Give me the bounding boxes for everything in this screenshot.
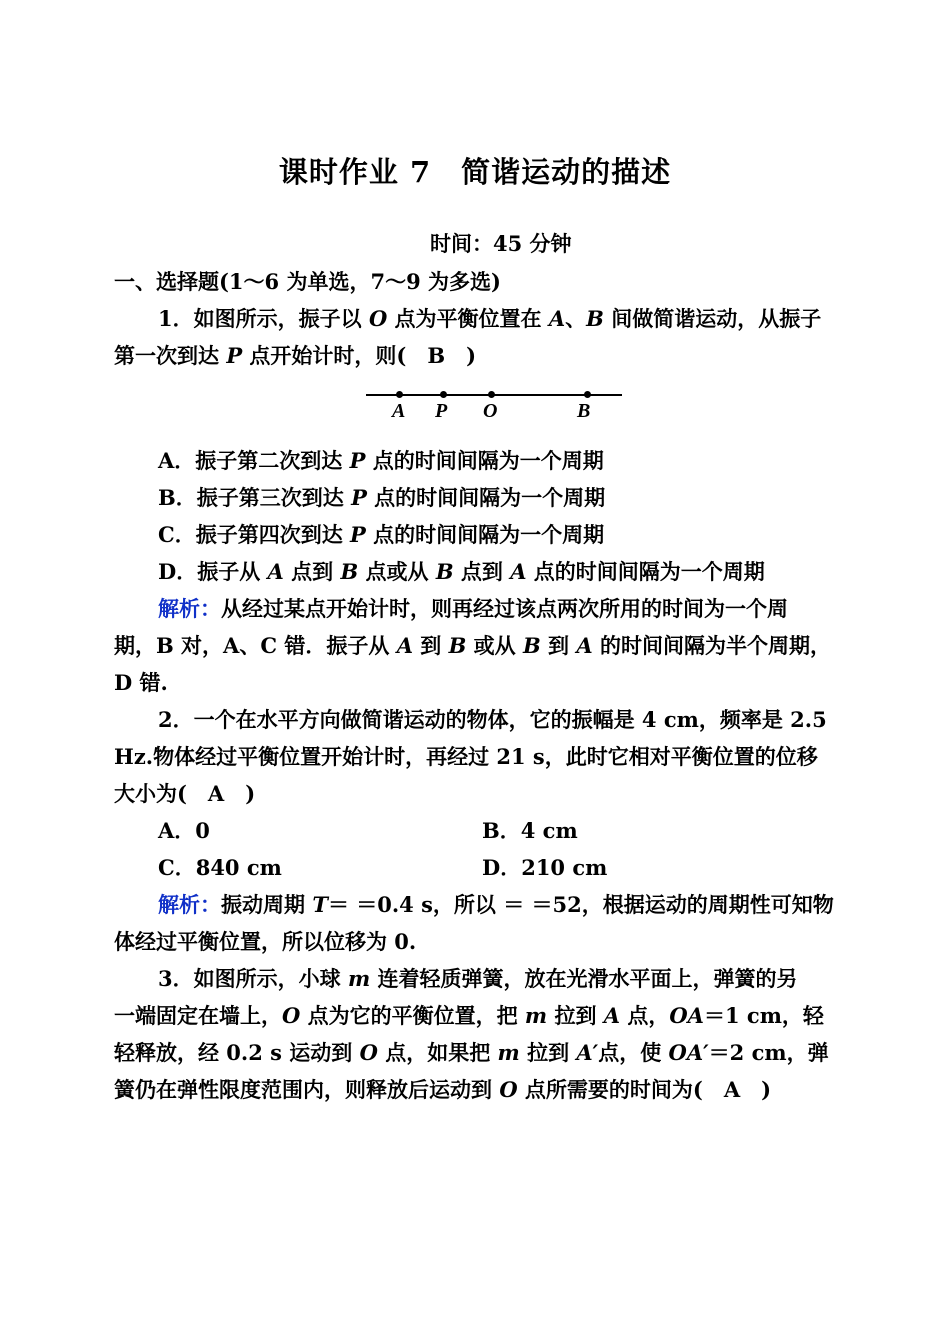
label-a: A xyxy=(392,400,406,422)
q2-option-d: D．210 cm xyxy=(482,855,608,880)
q1-analysis-3: D 错. xyxy=(114,670,168,695)
section-heading: 一、选择题(1～6 为单选，7～9 为多选) xyxy=(114,269,501,294)
q1-line-1: 1．如图所示，振子以 O 点为平衡位置在 A、B 间做简谐运动，从振子 xyxy=(158,306,822,331)
q3-line-1: 3．如图所示，小球 m 连着轻质弹簧，放在光滑水平面上，弹簧的另 xyxy=(158,966,798,991)
q1-line-2: 第一次到达 P 点开始计时，则( B ) xyxy=(114,343,477,368)
q2-option-a: A．0 xyxy=(158,818,210,843)
q1-option-c: C．振子第四次到达 P 点的时间间隔为一个周期 xyxy=(158,522,605,547)
label-p: P xyxy=(435,400,448,422)
q3-line-4: 簧仍在弹性限度范围内，则释放后运动到 O 点所需要的时间为( A ) xyxy=(114,1077,772,1102)
q3-line-3: 轻释放，经 0.2 s 运动到 O 点，如果把 m 拉到 A′点，使 OA′＝2 cm，弹 xyxy=(114,1040,829,1065)
q2-line-3: 大小为( A ) xyxy=(114,781,256,806)
q2-line-1: 2．一个在水平方向做简谐运动的物体，它的振幅是 4 cm，频率是 2.5 xyxy=(158,707,827,732)
point-o xyxy=(488,391,495,398)
q2-option-b: B．4 cm xyxy=(482,818,578,843)
page-title: 课时作业 7 简谐运动的描述 xyxy=(278,155,672,189)
q3-line-2: 一端固定在墙上，O 点为它的平衡位置，把 m 拉到 A 点，OA＝1 cm，轻 xyxy=(114,1003,824,1028)
q1-analysis-1: 解析：从经过某点开始计时，则再经过该点两次所用的时间为一个周 xyxy=(158,596,788,621)
q2-line-2: Hz.物体经过平衡位置开始计时，再经过 21 s，此时它相对平衡位置的位移 xyxy=(114,744,818,769)
q2-analysis-1: 解析：振动周期 T＝ ＝0.4 s，所以 ＝ ＝52，根据运动的周期性可知物 xyxy=(158,892,834,917)
q2-analysis-2: 体经过平衡位置，所以位移为 0. xyxy=(114,929,417,954)
q1-option-d: D．振子从 A 点到 B 点或从 B 点到 A 点的时间间隔为一个周期 xyxy=(158,559,765,584)
point-p xyxy=(440,391,447,398)
q1-option-b: B．振子第三次到达 P 点的时间间隔为一个周期 xyxy=(158,485,606,510)
point-b xyxy=(584,391,591,398)
q2-option-c: C．840 cm xyxy=(158,855,282,880)
label-o: O xyxy=(483,400,498,422)
analysis-label: 解析： xyxy=(158,596,221,621)
oscillator-diagram xyxy=(366,380,622,426)
q1-option-a: A．振子第二次到达 P 点的时间间隔为一个周期 xyxy=(158,448,604,473)
analysis-label: 解析： xyxy=(158,892,221,917)
q1-analysis-2: 期，B 对，A、C 错．振子从 A 到 B 或从 B 到 A 的时间间隔为半个周期， xyxy=(114,633,831,658)
label-b: B xyxy=(577,400,591,422)
time-limit: 时间：45 分钟 xyxy=(430,231,572,256)
point-a xyxy=(396,391,403,398)
